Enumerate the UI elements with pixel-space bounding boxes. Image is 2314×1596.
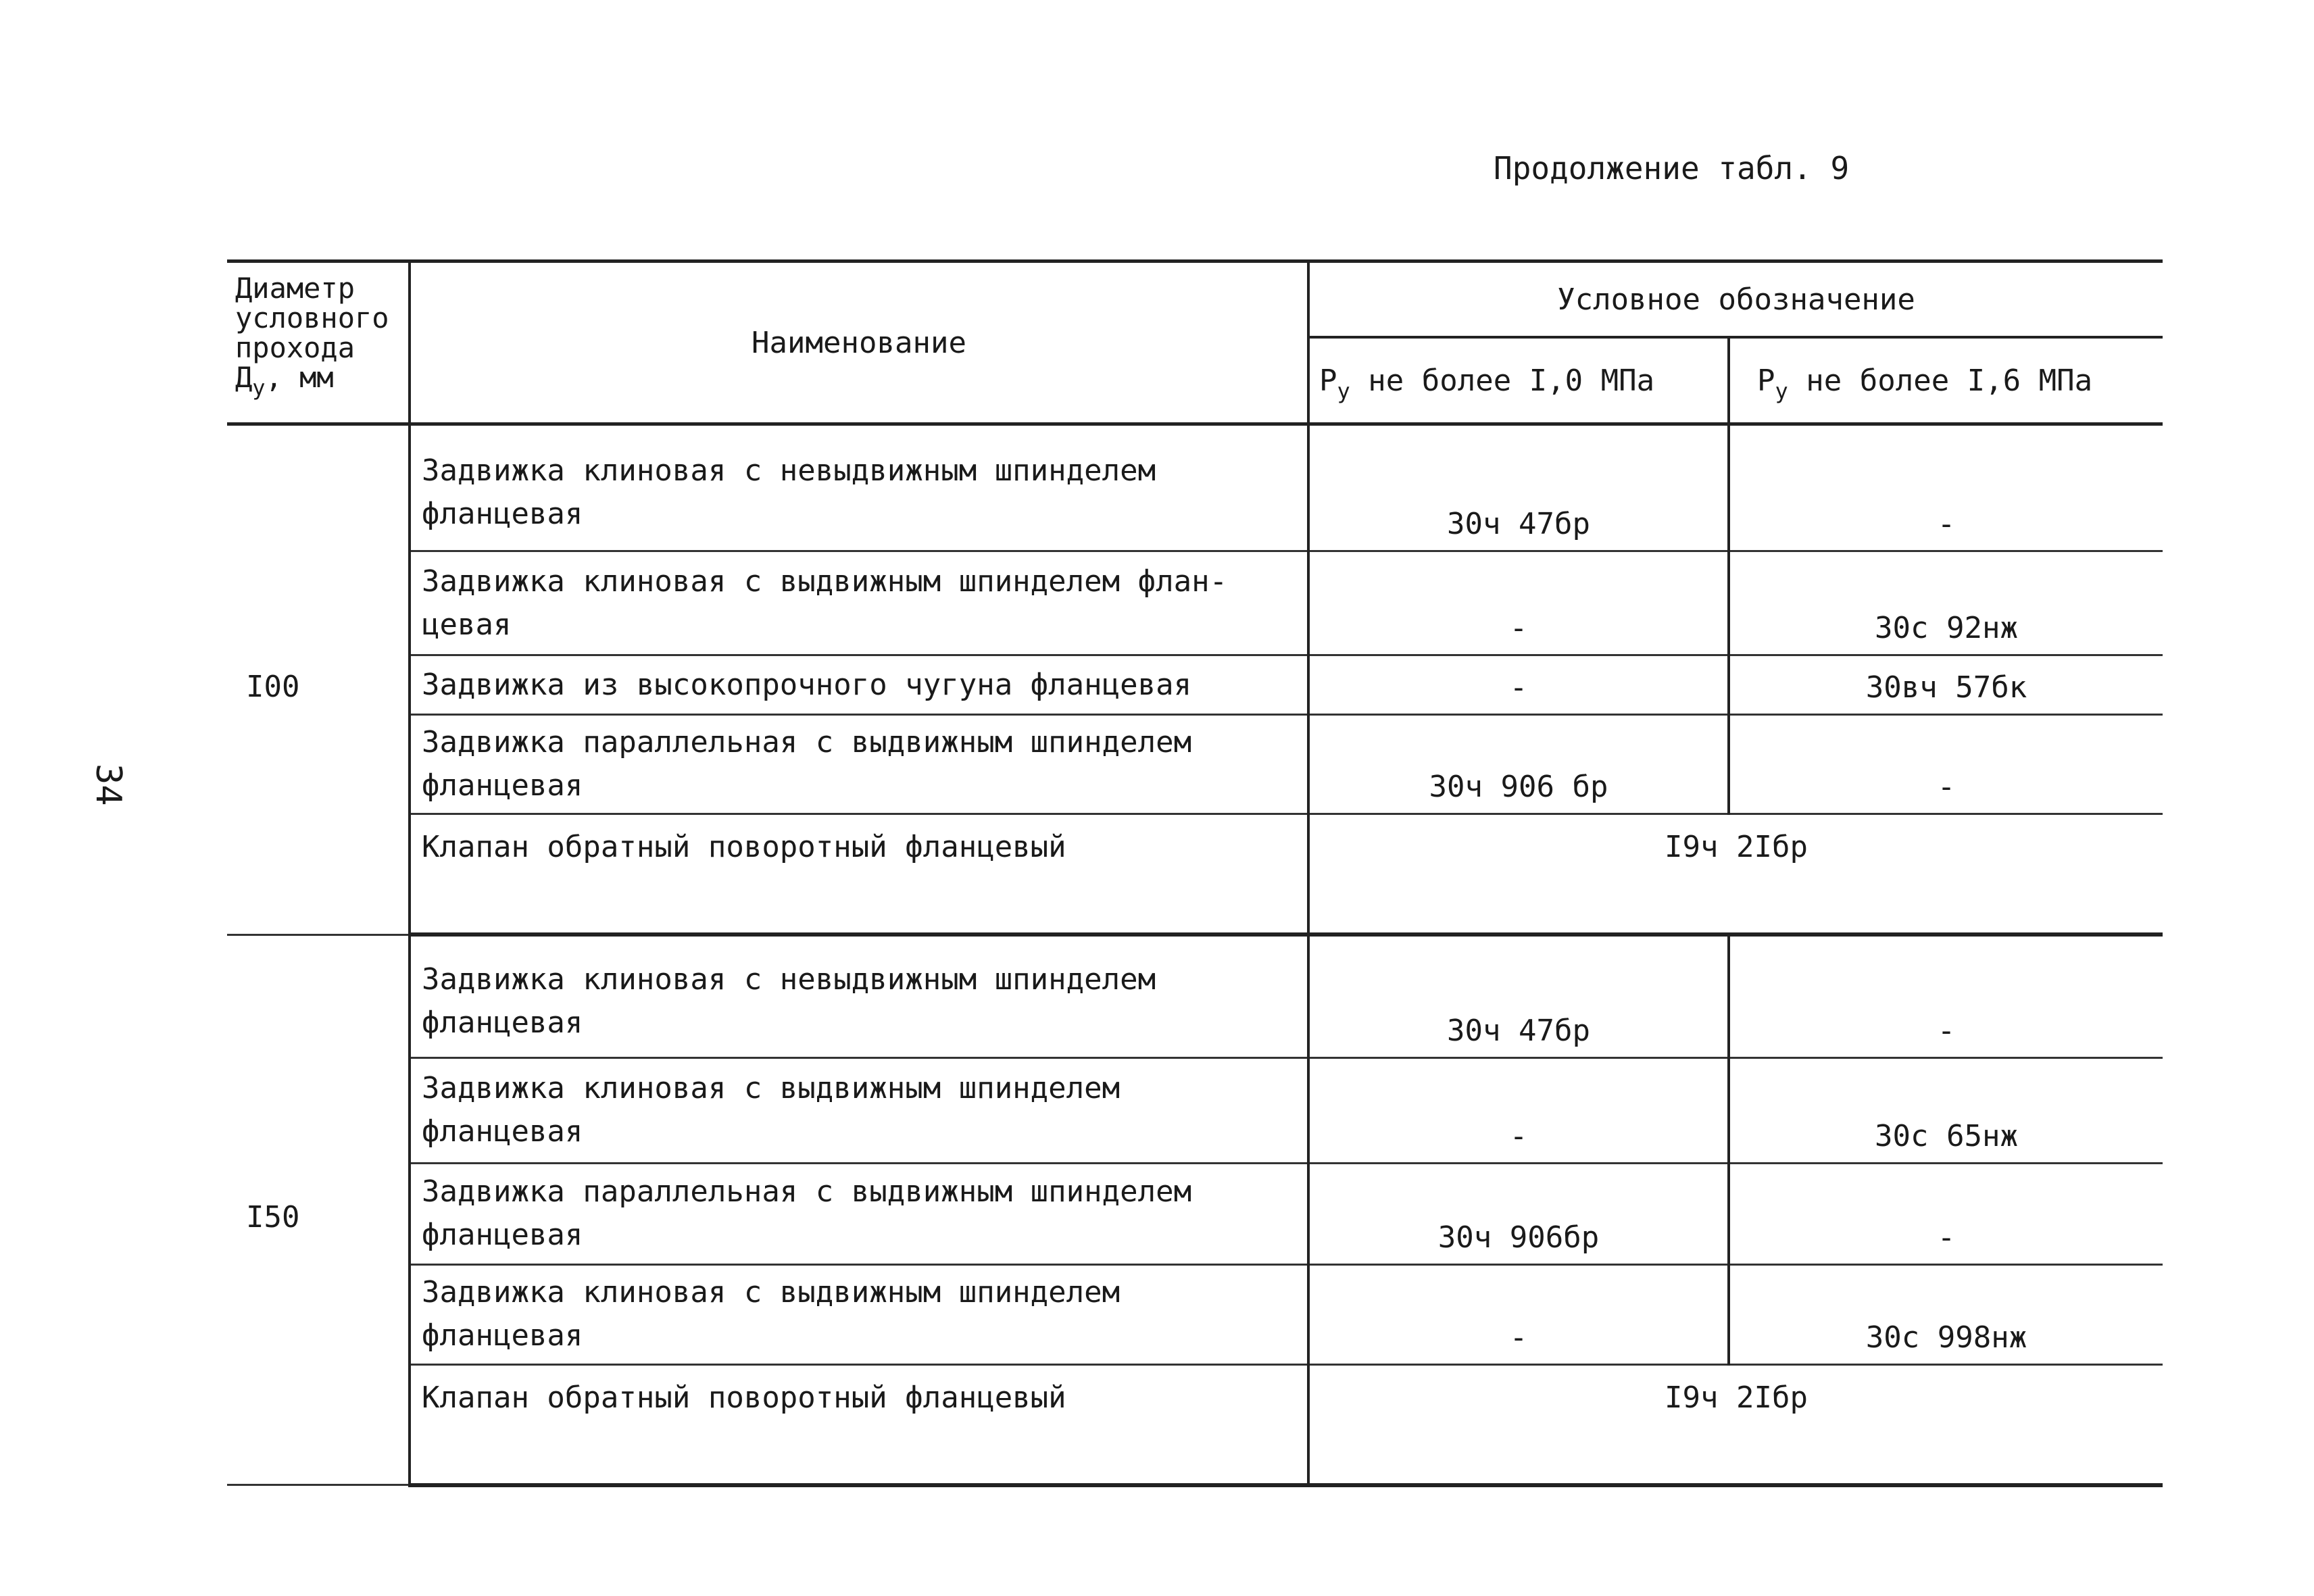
header-diameter-line: условного [235, 301, 389, 334]
name-cell: Задвижка из высокопрочного чугуна фланцевая [410, 655, 1308, 715]
name-cell: Клапан обратный поворотный фланцевый [410, 814, 1308, 935]
p1-cell: 30ч 47бр [1308, 934, 1729, 1057]
table-caption: Продолжение табл. 9 [1494, 150, 1850, 186]
table-row [227, 814, 2163, 935]
table-row [227, 551, 2163, 655]
p1-cell: 30ч 47бр [1308, 424, 1729, 551]
table-row [227, 655, 2163, 715]
diameter-cell: I50 [227, 934, 410, 1485]
p2-cell: 30с 998нж [1729, 1264, 2163, 1364]
name-cell: Задвижка параллельная с выдвижным шпинделем фланцевая [410, 715, 1308, 814]
header-pressure-2: $Р_у$ не более I,6 МПа [1729, 337, 2163, 424]
p2-cell: - [1729, 1163, 2163, 1264]
p2-cell: 30вч 57бк [1729, 655, 2163, 715]
p2-cell: 30с 65нж [1729, 1057, 2163, 1163]
name-cell: Задвижка клиновая с невыдвижным шпинделем фланцевая [410, 934, 1308, 1057]
name-cell: Задвижка клиновая с выдвижным шпинделем флан-цевая [410, 551, 1308, 655]
name-cell: Задвижка клиновая с выдвижным шпинделем фланцевая [410, 1057, 1308, 1163]
table-row [227, 1163, 2163, 1264]
name-cell: Клапан обратный поворотный фланцевый [410, 1364, 1308, 1485]
header-diameter-line: Диаметр [235, 272, 355, 305]
name-cell: Задвижка параллельная с выдвижным шпинделем фланцевая [410, 1163, 1308, 1264]
table-row [227, 1057, 2163, 1163]
header-diameter [227, 261, 410, 424]
header-designation: Условное обозначение [1308, 261, 2163, 338]
p2-cell: - [1729, 934, 2163, 1057]
page-number: 34 [88, 764, 128, 806]
header-diameter-line: прохода [235, 331, 355, 364]
p1-cell: - [1308, 1264, 1729, 1364]
name-cell: Задвижка клиновая с выдвижным шпинделем фланцевая [410, 1264, 1308, 1364]
p1-cell: - [1308, 551, 1729, 655]
designation-cell: I9ч 2Iбр [1308, 814, 2163, 935]
designation-cell: I9ч 2Iбр [1308, 1364, 2163, 1485]
table-row [227, 1364, 2163, 1485]
header-diameter-unit: $Д_у$, мм [235, 361, 334, 401]
table-row [227, 715, 2163, 814]
table-row [227, 1264, 2163, 1364]
p1-cell: 30ч 906бр [1308, 1163, 1729, 1264]
header-pressure-1: $Р_у$ не более I,0 МПа [1308, 337, 1729, 424]
p1-cell: 30ч 906 бр [1308, 715, 1729, 814]
p2-cell: - [1729, 715, 2163, 814]
p2-cell: - [1729, 424, 2163, 551]
valve-designation-table [227, 259, 2163, 1487]
table-row [227, 934, 2163, 1057]
name-cell: Задвижка клиновая с невыдвижным шпинделем фланцевая [410, 424, 1308, 551]
p1-cell: - [1308, 1057, 1729, 1163]
table-row [227, 424, 2163, 551]
diameter-cell: I00 [227, 424, 410, 935]
p2-cell: 30с 92нж [1729, 551, 2163, 655]
header-name: Наименование [410, 261, 1308, 424]
p1-cell: - [1308, 655, 1729, 715]
